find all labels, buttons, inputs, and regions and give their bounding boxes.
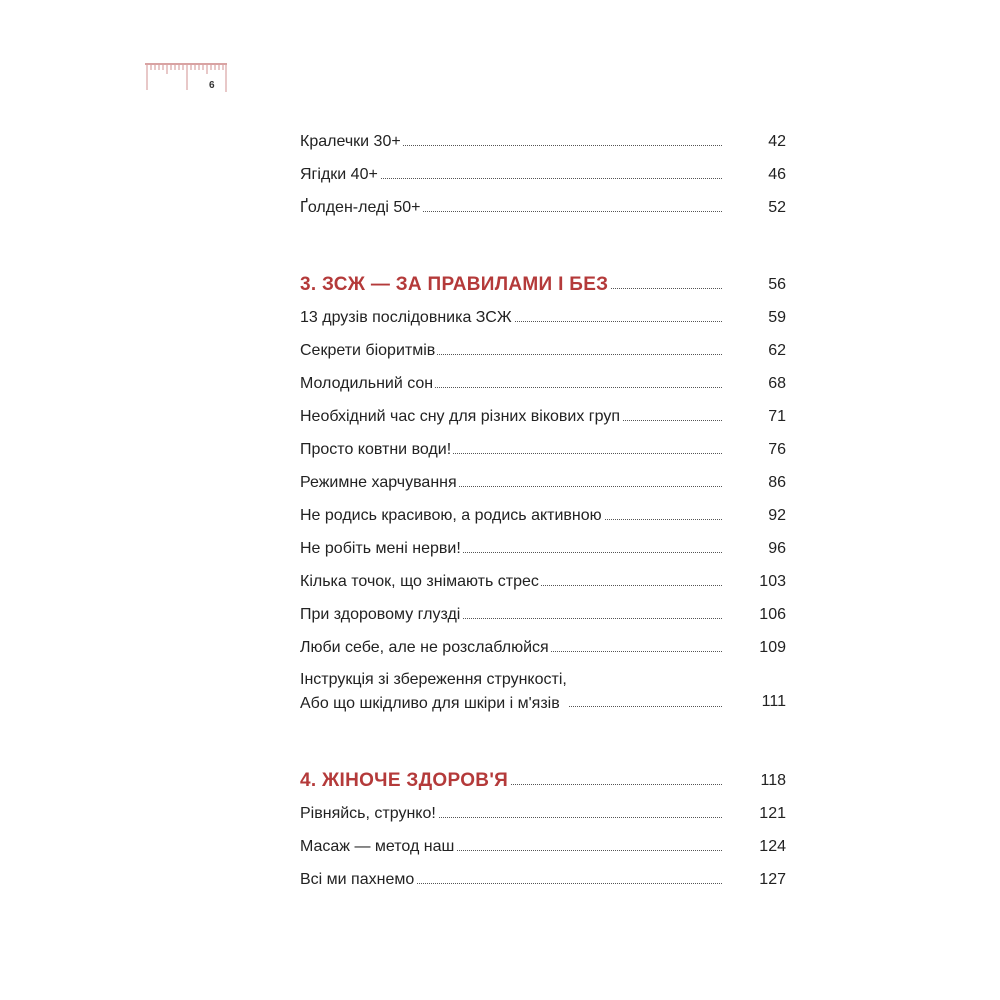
toc-entry[interactable] (300, 499, 790, 532)
section-title: 3. ЗСЖ — ЗА ПРАВИЛАМИ І БЕЗ (300, 268, 610, 301)
toc-entry-page: 71 (768, 408, 786, 425)
toc-entry[interactable] (300, 301, 790, 334)
toc-entry-title: Режимне харчування (300, 466, 459, 499)
toc-entry-page: 124 (759, 838, 786, 855)
toc-entry-title: Люби себе, але не розслаблюйся (300, 631, 551, 664)
toc-entry-title: Необхідний час сну для різних вікових груп (300, 400, 622, 433)
toc-entry-page: 103 (759, 573, 786, 590)
toc-entry[interactable] (300, 125, 790, 158)
toc-entry-title (300, 668, 569, 716)
toc-entry-page: 96 (768, 540, 786, 557)
toc-entry-page: 52 (768, 199, 786, 216)
toc-entry[interactable] (300, 532, 790, 565)
toc-entry-title: Кралечки 30+ (300, 125, 403, 158)
toc-entry-page: 42 (768, 133, 786, 150)
toc-entry-page: 92 (768, 507, 786, 524)
table-of-contents (300, 125, 790, 896)
toc-entry[interactable] (300, 598, 790, 631)
toc-entry[interactable] (300, 433, 790, 466)
toc-entry-title-line1: Інструкція зі збереження стрункості, (300, 671, 567, 688)
toc-entry-title: Всі ми пахнемо (300, 863, 416, 896)
toc-entry[interactable] (300, 631, 790, 664)
toc-entry-page: 121 (759, 805, 786, 822)
toc-entry-title: Ґолден-леді 50+ (300, 191, 422, 224)
toc-entry[interactable] (300, 797, 790, 830)
toc-entry-title: Просто ковтни води! (300, 433, 453, 466)
toc-entry-title-line2: Або що шкідливо для шкіри і м'язів (300, 695, 560, 712)
toc-entry-title: Рівняйсь, струнко! (300, 797, 438, 830)
toc-entry-title: Ягідки 40+ (300, 158, 380, 191)
toc-entry[interactable] (300, 565, 790, 598)
toc-entry-page: 106 (759, 606, 786, 623)
toc-entry-title: При здоровому глузді (300, 598, 462, 631)
toc-entry-title: Не родись красивою, а родись активною (300, 499, 604, 532)
toc-entry[interactable] (300, 830, 790, 863)
toc-entry-title: Секрети біоритмів (300, 334, 437, 367)
toc-entry-page: 127 (759, 871, 786, 888)
toc-entry[interactable] (300, 367, 790, 400)
toc-entry-page: 109 (759, 639, 786, 656)
toc-entry-multiline[interactable] (300, 664, 790, 720)
toc-entry-page: 68 (768, 375, 786, 392)
toc-entry-title: Не робіть мені нерви! (300, 532, 463, 565)
toc-entry-page: 62 (768, 342, 786, 359)
toc-entry[interactable] (300, 466, 790, 499)
toc-entry-page: 76 (768, 441, 786, 458)
toc-entry-title: Масаж — метод наш (300, 830, 456, 863)
toc-entry[interactable] (300, 400, 790, 433)
toc-entry-page: 86 (768, 474, 786, 491)
toc-entry-page: 56 (768, 276, 786, 293)
section-title: 4. ЖІНОЧЕ ЗДОРОВ'Я (300, 764, 510, 797)
toc-entry-page: 111 (761, 693, 786, 710)
page-number: 6 (209, 80, 215, 91)
toc-entry-title: Молодильний сон (300, 367, 435, 400)
toc-entry[interactable] (300, 158, 790, 191)
toc-entry[interactable] (300, 334, 790, 367)
toc-entry-title: 13 друзів послідовника ЗСЖ (300, 301, 514, 334)
toc-entry-page: 46 (768, 166, 786, 183)
toc-entry[interactable] (300, 863, 790, 896)
toc-entry-page: 59 (768, 309, 786, 326)
toc-entry-title: Кілька точок, що знімають стрес (300, 565, 541, 598)
toc-entry[interactable] (300, 191, 790, 224)
toc-entry-page: 118 (760, 772, 786, 789)
toc-section-3[interactable] (300, 268, 790, 301)
toc-section-4[interactable] (300, 764, 790, 797)
